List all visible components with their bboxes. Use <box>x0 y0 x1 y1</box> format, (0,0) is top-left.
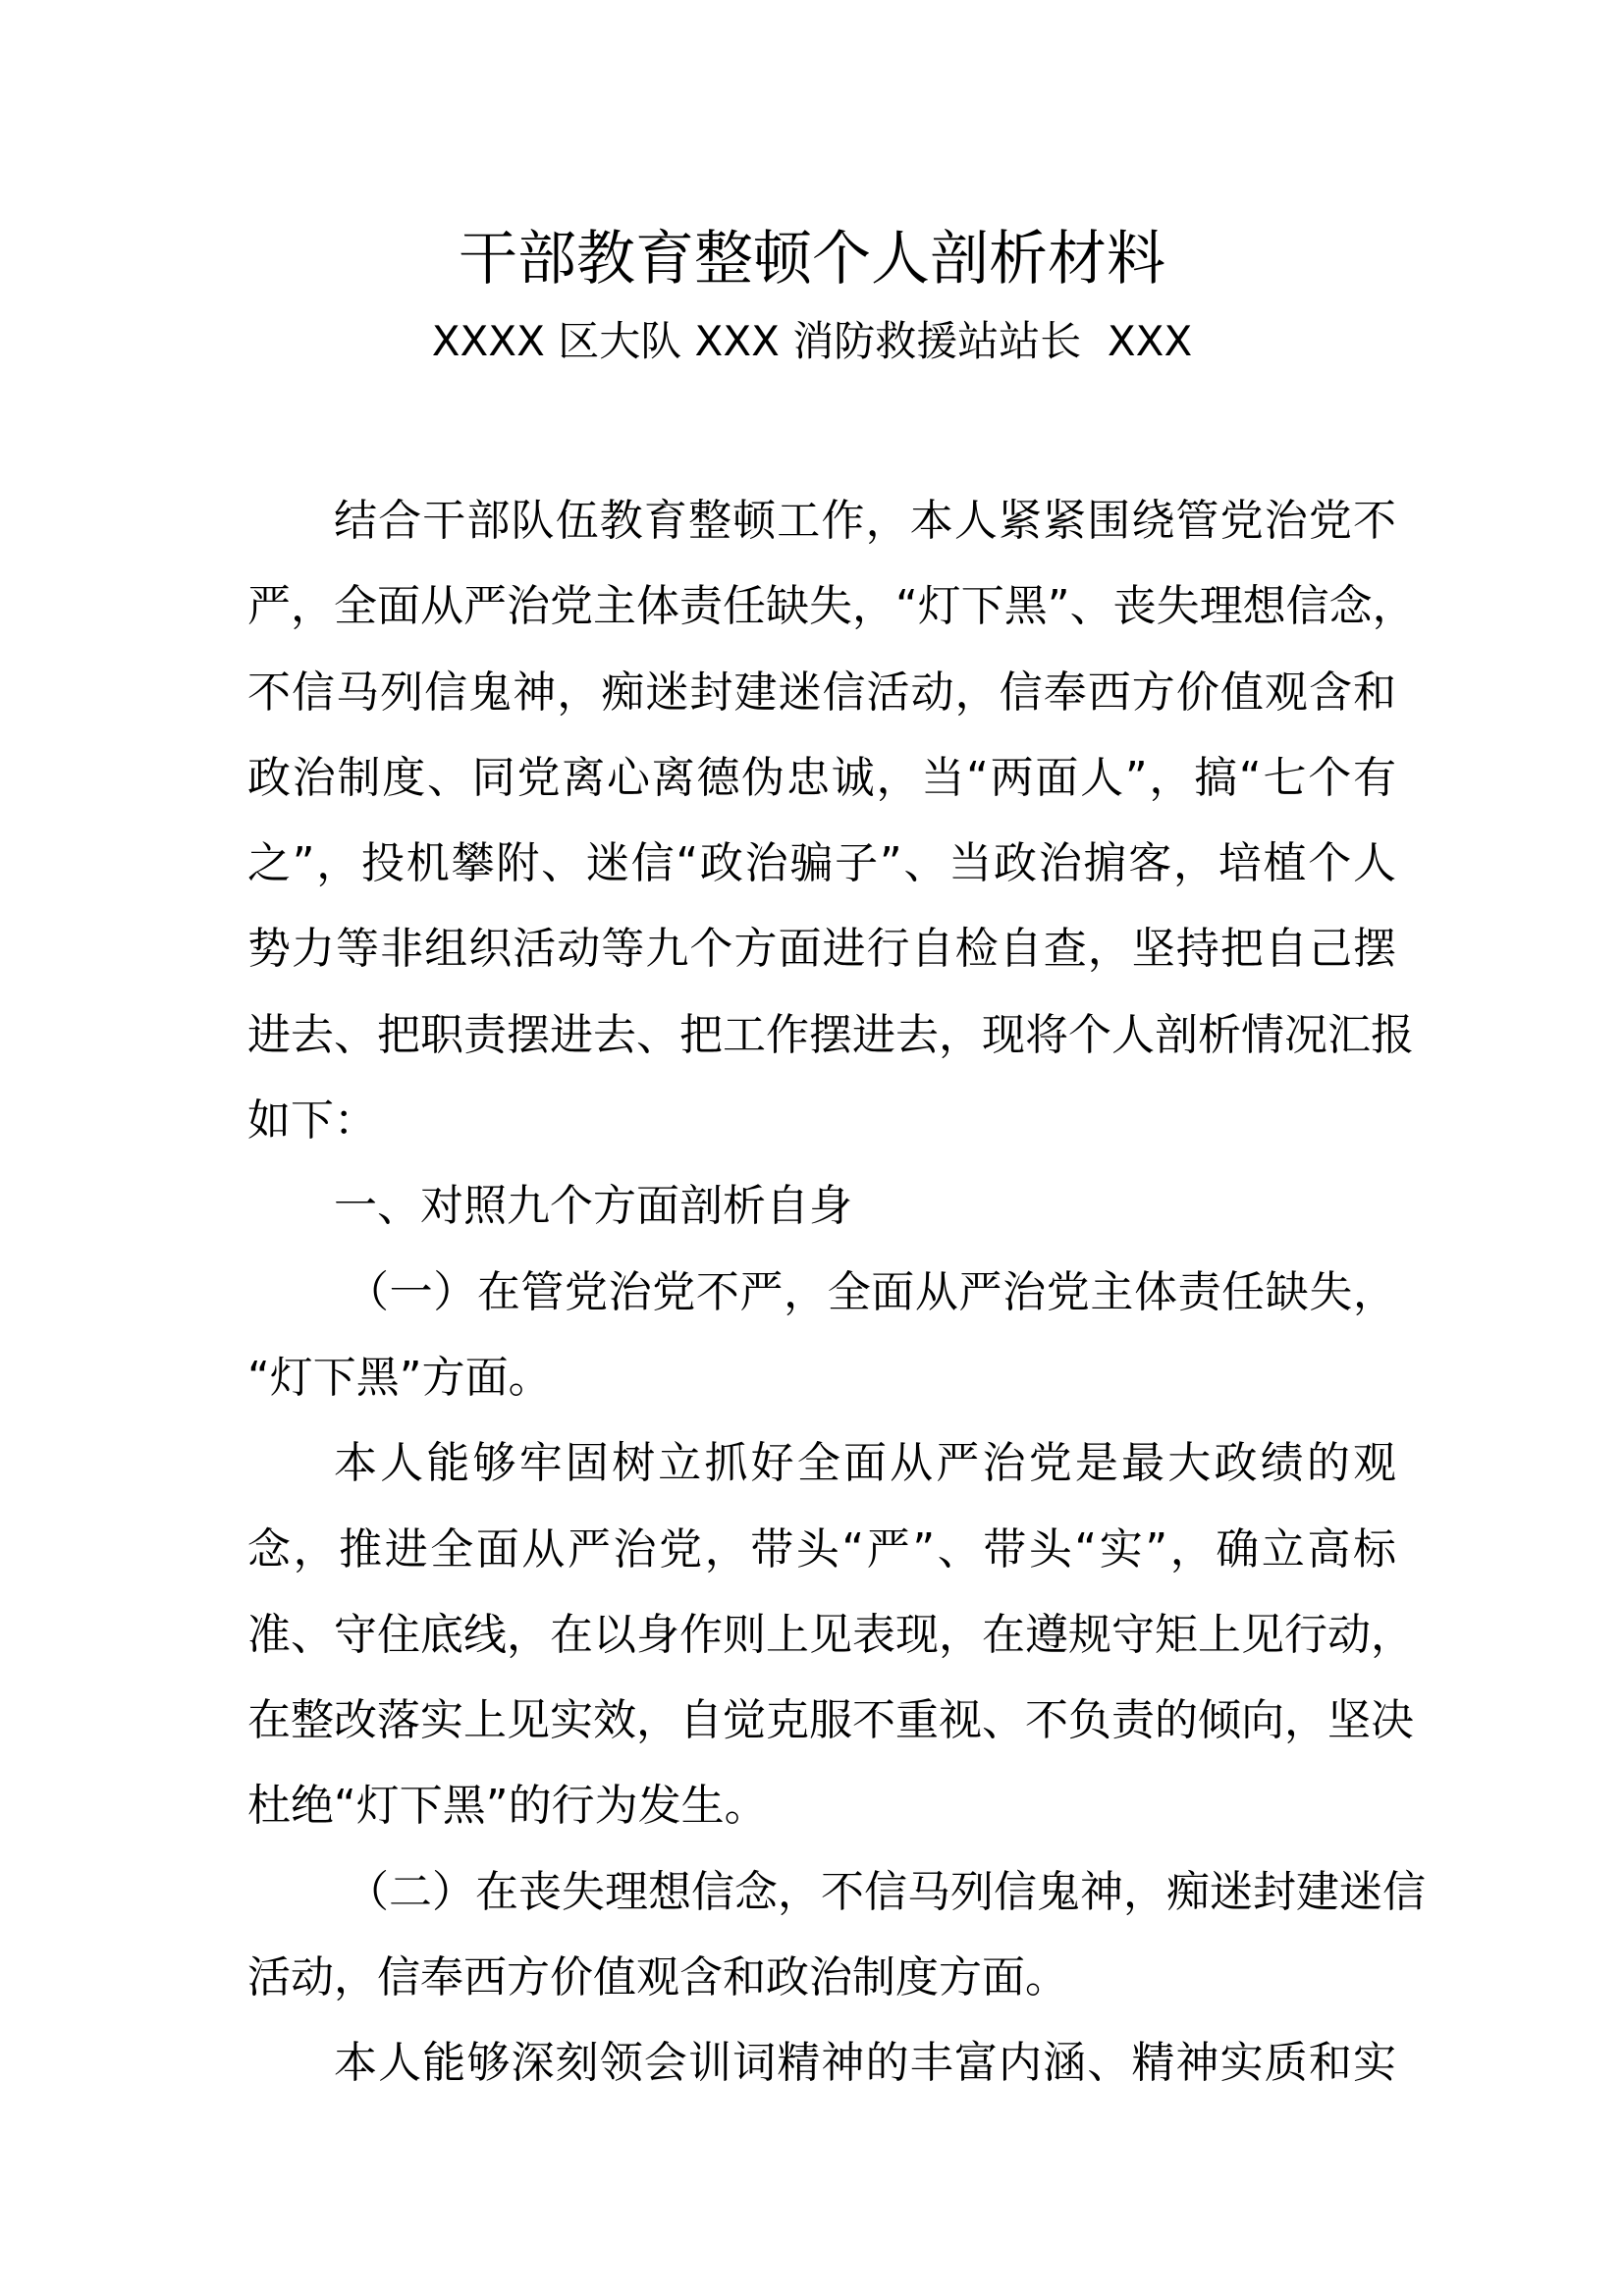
subsection-heading-line: 活动，信奉西方价值观含和政治制度方面。 <box>247 1952 1068 2003</box>
paragraph-line: 结合干部队伍教育整顿工作，本人紧紧围绕管党治党不 <box>334 496 1396 546</box>
paragraph-line: 不信马列信鬼神，痴迷封建迷信活动，信奉西方价值观含和 <box>247 667 1396 718</box>
section-heading: 一、对照九个方面剖析自身 <box>334 1181 852 1232</box>
paragraph-line: 在整改落实上见实效，自觉克服不重视、不负责的倾向，坚决 <box>247 1695 1414 1746</box>
paragraph-line: 政治制度、同党离心离德伪忠诚，当“两面人”，搞“七个有 <box>247 752 1396 803</box>
paragraph-line: 念，推进全面从严治党，带头“严”、带头“实”，确立高标 <box>247 1523 1396 1575</box>
subsection-heading: （二）在丧失理想信念，不信马列信鬼神，痴迷封建迷信 <box>346 1866 1426 1917</box>
paragraph-line: 势力等非组织活动等九个方面进行自检自查，坚持把自己摆 <box>247 924 1396 975</box>
paragraph-line: 进去、把职责摆进去、把工作摆进去，现将个人剖析情况汇报 <box>247 1009 1414 1060</box>
paragraph-line: 本人能够深刻领会训词精神的丰富内涵、精神实质和实 <box>334 2038 1396 2089</box>
subsection-heading-line: “灯下黑”方面。 <box>247 1352 552 1403</box>
paragraph-line: 严，全面从严治党主体责任缺失，“灯下黑”、丧失理想信念， <box>247 581 1416 632</box>
document-subtitle: XXXX 区大队 XXX 消防救援站站长 XXX <box>431 317 1193 365</box>
document-title: 干部教育整顿个人剖析材料 <box>459 225 1165 294</box>
subsection-heading: （一）在管党治党不严，全面从严治党主体责任缺失， <box>346 1266 1396 1317</box>
paragraph-line: 准、守住底线，在以身作则上见表现，在遵规守矩上见行动， <box>247 1609 1414 1660</box>
paragraph-line: 本人能够牢固树立抓好全面从严治党是最大政绩的观 <box>334 1438 1396 1489</box>
paragraph-line: 如下： <box>247 1095 377 1147</box>
document-body <box>247 478 1426 2107</box>
paragraph-line: 之”，投机攀附、迷信“政治骗子”、当政治掮客，培植个人 <box>247 838 1396 889</box>
paragraph-line: 杜绝“灯下黑”的行为发生。 <box>247 1781 768 1832</box>
